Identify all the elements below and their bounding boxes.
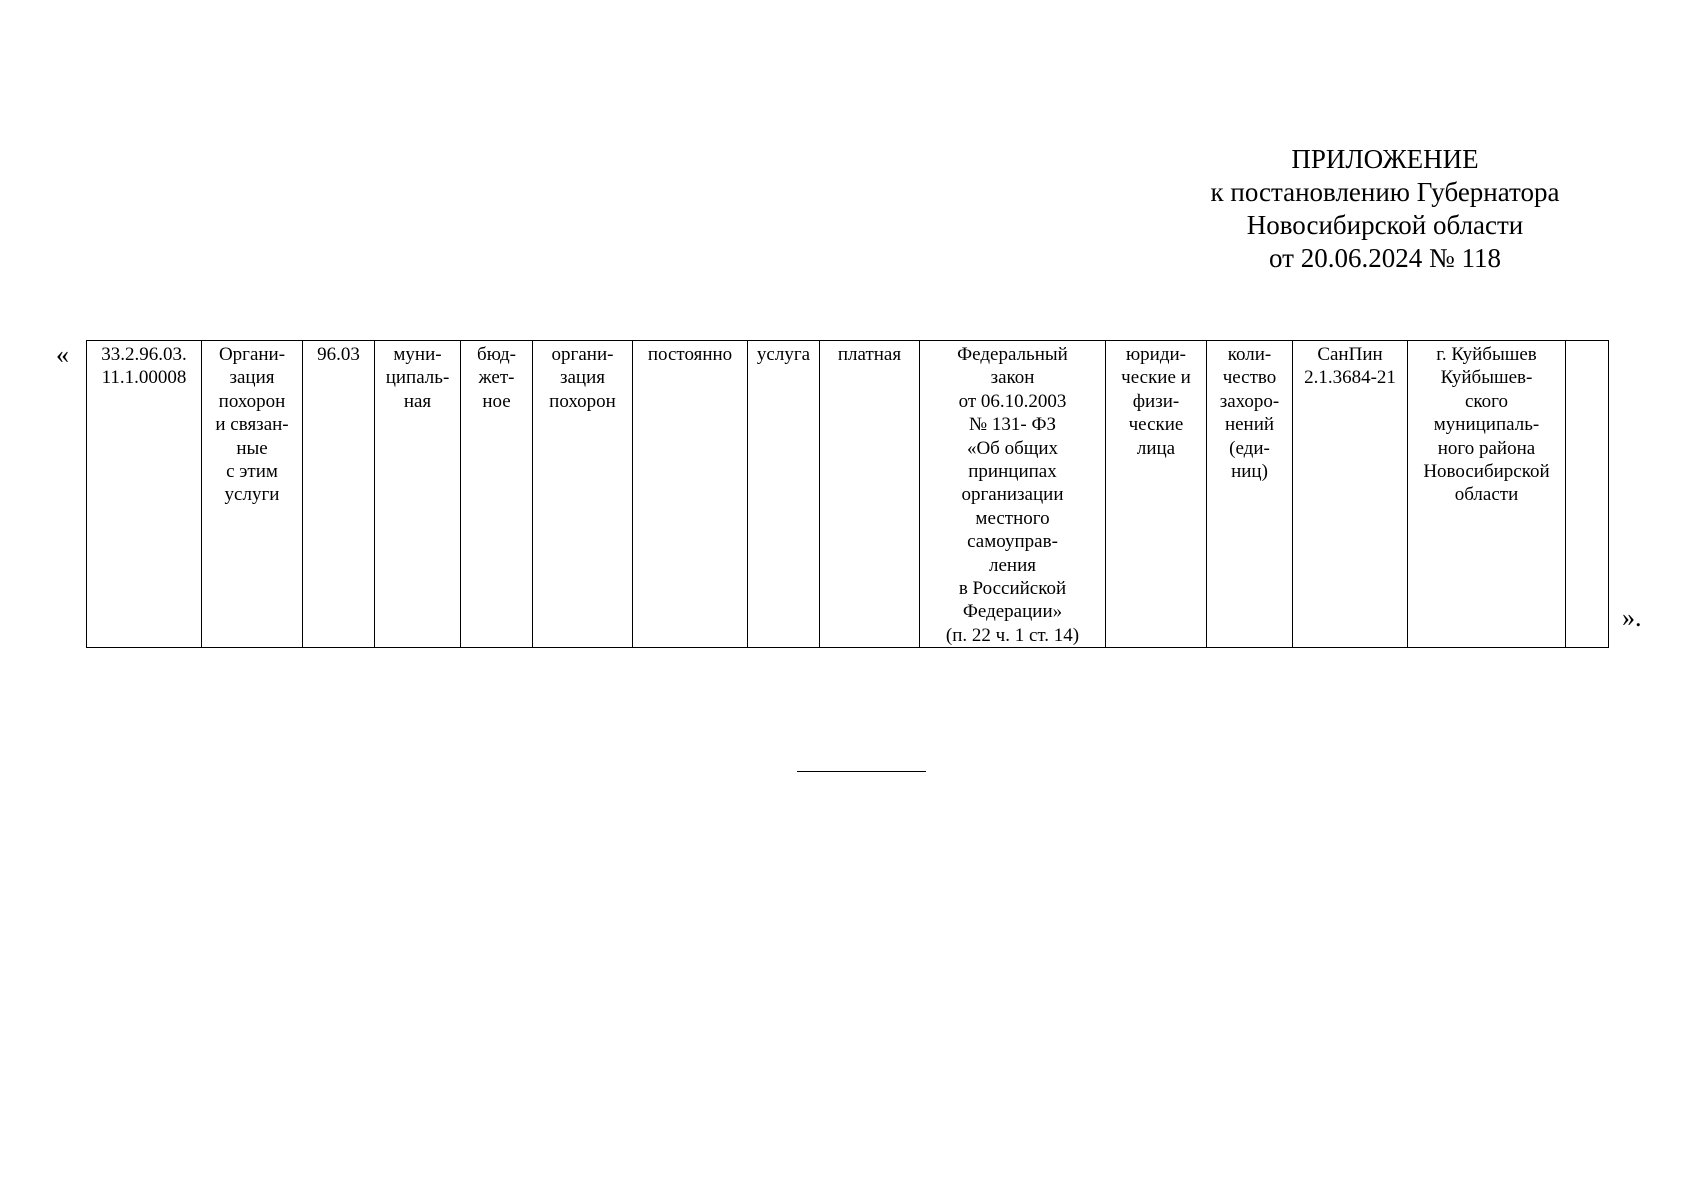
cell-institution-type	[461, 341, 533, 648]
cell-line: постоянно	[647, 344, 733, 365]
cell-line: Федерации»	[962, 601, 1063, 623]
cell-line: 33.2.96.03.	[101, 344, 187, 365]
cell-line: от 06.10.2003	[958, 390, 1067, 412]
cell-line: ная	[403, 390, 432, 412]
cell-line: с этим	[226, 461, 278, 483]
cell-legal-basis	[920, 341, 1106, 648]
cell-service-kind	[748, 341, 820, 648]
cell-line: чество	[1222, 367, 1277, 389]
cell-line: лица	[1136, 437, 1176, 459]
cell-empty	[1566, 341, 1609, 648]
cell-line: (еди-	[1229, 437, 1270, 459]
cell-line: принципах	[968, 461, 1057, 483]
cell-volume-indicator	[1207, 341, 1293, 648]
cell-line: жет-	[478, 367, 515, 389]
cell-line: бюд-	[477, 344, 516, 365]
cell-line: ципаль-	[385, 367, 450, 389]
cell-line: ные	[236, 437, 268, 459]
cell-line: Органи-	[218, 344, 286, 365]
cell-line: услуга	[756, 344, 811, 365]
cell-line: «Об общих	[966, 437, 1059, 459]
appendix-region: Новосибирской области	[1246, 210, 1524, 240]
appendix-date-number: от 20.06.2024 № 118	[1269, 243, 1501, 273]
cell-line: ческие и	[1121, 367, 1191, 389]
cell-line: области	[1454, 484, 1519, 506]
cell-line: и связан-	[215, 414, 289, 436]
cell-line: Федеральный	[957, 344, 1068, 365]
cell-line: муни-	[393, 344, 442, 365]
cell-provision-conditions	[633, 341, 748, 648]
cell-okved-code	[303, 341, 375, 648]
cell-service-name	[202, 341, 303, 648]
cell-line: нений	[1224, 414, 1275, 436]
cell-line: СанПин	[1317, 344, 1383, 365]
cell-line: платная	[837, 344, 902, 365]
cell-line: № 131- ФЗ	[969, 414, 1056, 436]
cell-territory	[1408, 341, 1566, 648]
cell-line: 2.1.3684-21	[1304, 367, 1396, 389]
appendix-title: ПРИЛОЖЕНИЕ	[1291, 144, 1479, 174]
appendix-header	[1150, 143, 1620, 275]
registry-table	[86, 340, 1609, 648]
cell-line: 96.03	[317, 344, 360, 365]
cell-payment-type	[820, 341, 920, 648]
cell-line: организации	[961, 484, 1064, 506]
appendix-subtitle: к постановлению Губернатора	[1210, 177, 1560, 207]
cell-line: зация	[559, 367, 605, 389]
cell-line: ского	[1464, 390, 1509, 412]
closing-quote: ».	[1622, 603, 1642, 632]
cell-line: зация	[229, 367, 275, 389]
cell-service-content	[533, 341, 633, 648]
cell-service-level	[375, 341, 461, 648]
cell-line: в Российской	[958, 578, 1067, 600]
cell-line: физи-	[1132, 390, 1180, 412]
cell-line: самоуправ-	[967, 531, 1058, 553]
cell-line: ления	[989, 554, 1036, 576]
cell-line: местного	[975, 507, 1050, 529]
cell-line: ниц)	[1231, 461, 1268, 483]
cell-line: г. Куйбышев	[1436, 344, 1537, 365]
cell-line: похорон	[549, 390, 616, 412]
footer-divider	[797, 771, 926, 772]
cell-line: органи-	[551, 344, 614, 365]
cell-line: ное	[482, 390, 511, 412]
cell-line: Новосибирской	[1423, 461, 1550, 483]
cell-line: 11.1.00008	[101, 367, 187, 389]
cell-registry-number	[87, 341, 202, 648]
cell-line: услуги	[224, 484, 280, 506]
table-row	[87, 341, 1609, 648]
cell-line: ческие	[1128, 414, 1184, 436]
cell-line: коли-	[1227, 344, 1272, 365]
opening-quote: «	[56, 340, 69, 369]
cell-line: (п. 22 ч. 1 ст. 14)	[945, 624, 1080, 646]
cell-consumer-category	[1106, 341, 1207, 648]
cell-quality-standard	[1293, 341, 1408, 648]
cell-line: похорон	[218, 390, 286, 412]
cell-line: юриди-	[1125, 344, 1187, 365]
cell-line: муниципаль-	[1433, 414, 1540, 436]
cell-line: Куйбышев-	[1440, 367, 1533, 389]
cell-line: закон	[990, 367, 1035, 389]
cell-line: ного района	[1437, 437, 1536, 459]
cell-line: захоро-	[1219, 390, 1280, 412]
